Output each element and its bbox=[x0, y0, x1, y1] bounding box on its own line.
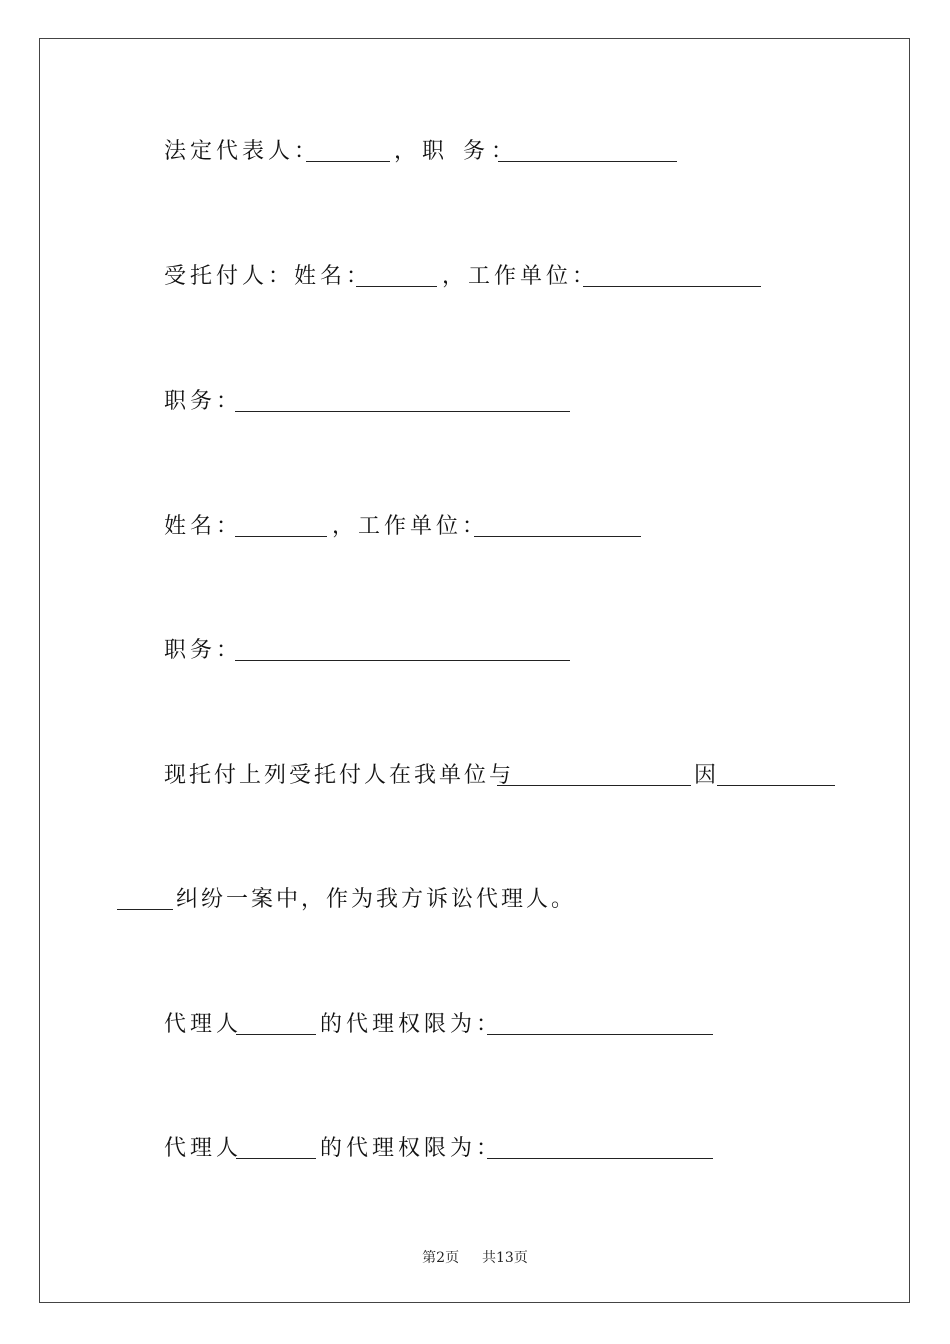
label-agent-position: 职务： bbox=[164, 389, 243, 414]
blank-legal-representative[interactable] bbox=[306, 161, 390, 162]
blank-authority-scope[interactable] bbox=[487, 1034, 713, 1035]
blank-agent-employer[interactable] bbox=[583, 286, 761, 287]
label-because: 因 bbox=[694, 763, 721, 788]
label-agent2-employer: ，工作单位： bbox=[332, 514, 489, 539]
blank-agent2-employer[interactable] bbox=[474, 536, 641, 537]
label-agent-name: 受托付人：姓名： bbox=[164, 264, 373, 289]
page-total: 共13页 bbox=[482, 1250, 528, 1266]
page-number: 第2页 bbox=[422, 1250, 460, 1266]
blank-authority-agent[interactable] bbox=[236, 1034, 316, 1035]
blank-agent-position[interactable] bbox=[235, 411, 570, 412]
label-legal-representative: 法定代表人： bbox=[164, 139, 321, 164]
blank-dispute-cont[interactable] bbox=[117, 909, 173, 910]
blank-agent2-position[interactable] bbox=[235, 660, 570, 661]
label-agent-employer: ，工作单位： bbox=[442, 264, 599, 289]
blank-opposing-party[interactable] bbox=[497, 785, 691, 786]
label-dispute-case: 纠纷一案中，作为我方诉讼代理人。 bbox=[176, 887, 577, 912]
blank-dispute-type[interactable] bbox=[717, 785, 835, 786]
blank-position[interactable] bbox=[498, 161, 677, 162]
label-agent2-authority: 代理人 bbox=[164, 1136, 243, 1161]
page-footer bbox=[0, 1247, 950, 1267]
label-entrustment: 现托付上列受托付人在我单位与 bbox=[164, 763, 515, 788]
blank-authority2-agent[interactable] bbox=[236, 1158, 316, 1159]
label-agent2-name: 姓名： bbox=[164, 514, 243, 539]
label-authority2-scope: 的代理权限为： bbox=[320, 1136, 503, 1161]
blank-agent-name[interactable] bbox=[356, 286, 437, 287]
label-position: ，职 务： bbox=[394, 139, 519, 164]
blank-authority2-scope[interactable] bbox=[487, 1158, 713, 1159]
page-frame bbox=[39, 38, 910, 1303]
blank-agent2-name[interactable] bbox=[235, 536, 327, 537]
label-authority-scope: 的代理权限为： bbox=[320, 1012, 503, 1037]
label-agent-authority: 代理人 bbox=[164, 1012, 243, 1037]
label-agent2-position: 职务： bbox=[164, 638, 243, 663]
